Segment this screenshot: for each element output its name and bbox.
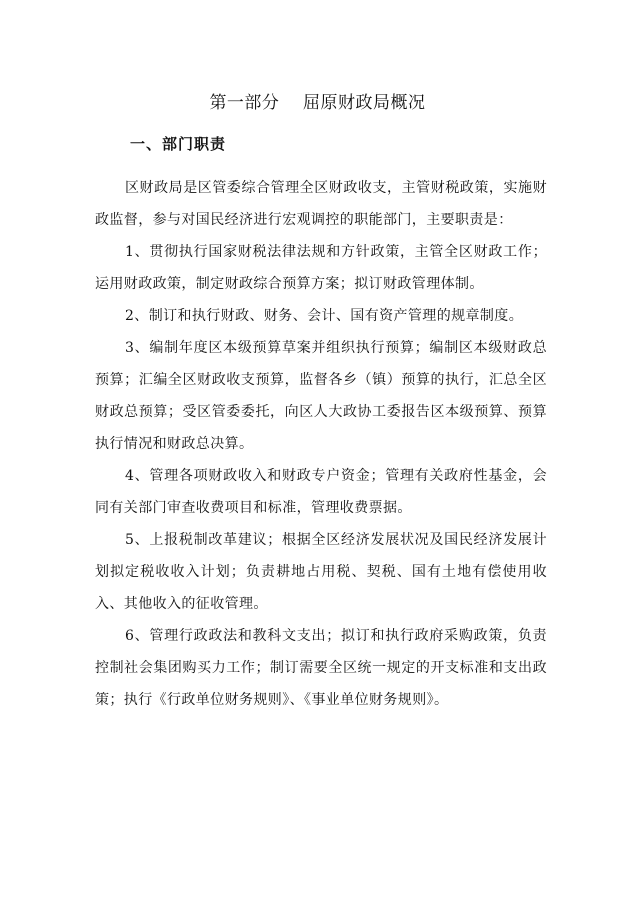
paragraph-duty-3: 3、编制年度区本级预算草案并组织执行预算；编制区本级财政总预算；汇编全区财政收支预算，监督各乡（镇）预算的执行，汇总全区财政总预算；受区管委委托，向区人大政协工委报告区本级预算、预算执行情况和财政总决算。 (95, 340, 547, 452)
section-heading: 一、部门职责 (130, 135, 227, 153)
paragraph-duty-1: 1、贯彻执行国家财税法律法规和方针政策，主管全区财政工作；运用财政政策，制定财政综合预算方案；拟订财政管理体制。 (95, 244, 547, 292)
paragraph-duty-5: 5、上报税制改革建议；根据全区经济发展状况及国民经济发展计划拟定税收收入计划；负责耕地占用税、契税、国有土地有偿使用收入、其他收入的征收管理。 (95, 532, 547, 612)
document-title: 第一部分 屈原财政局概况 (209, 93, 426, 113)
paragraph-duty-4: 4、管理各项财政收入和财政专户资金；管理有关政府性基金，会同有关部门审查收费项目和标准，管理收费票据。 (95, 468, 547, 516)
paragraph-duty-6: 6、管理行政政法和教科文支出；拟订和执行政府采购政策，负责控制社会集团购买力工作；制订需要全区统一规定的开支标准和支出政策；执行《行政单位财务规则》、《事业单位财务规则》。 (95, 628, 547, 708)
document-body (95, 172, 547, 716)
paragraph-duty-2: 2、制订和执行财政、财务、会计、国有资产管理的规章制度。 (125, 308, 524, 324)
paragraph-intro: 区财政局是区管委综合管理全区财政收支，主管财税政策，实施财政监督，参与对国民经济进行宏观调控的职能部门，主要职责是： (95, 180, 547, 228)
